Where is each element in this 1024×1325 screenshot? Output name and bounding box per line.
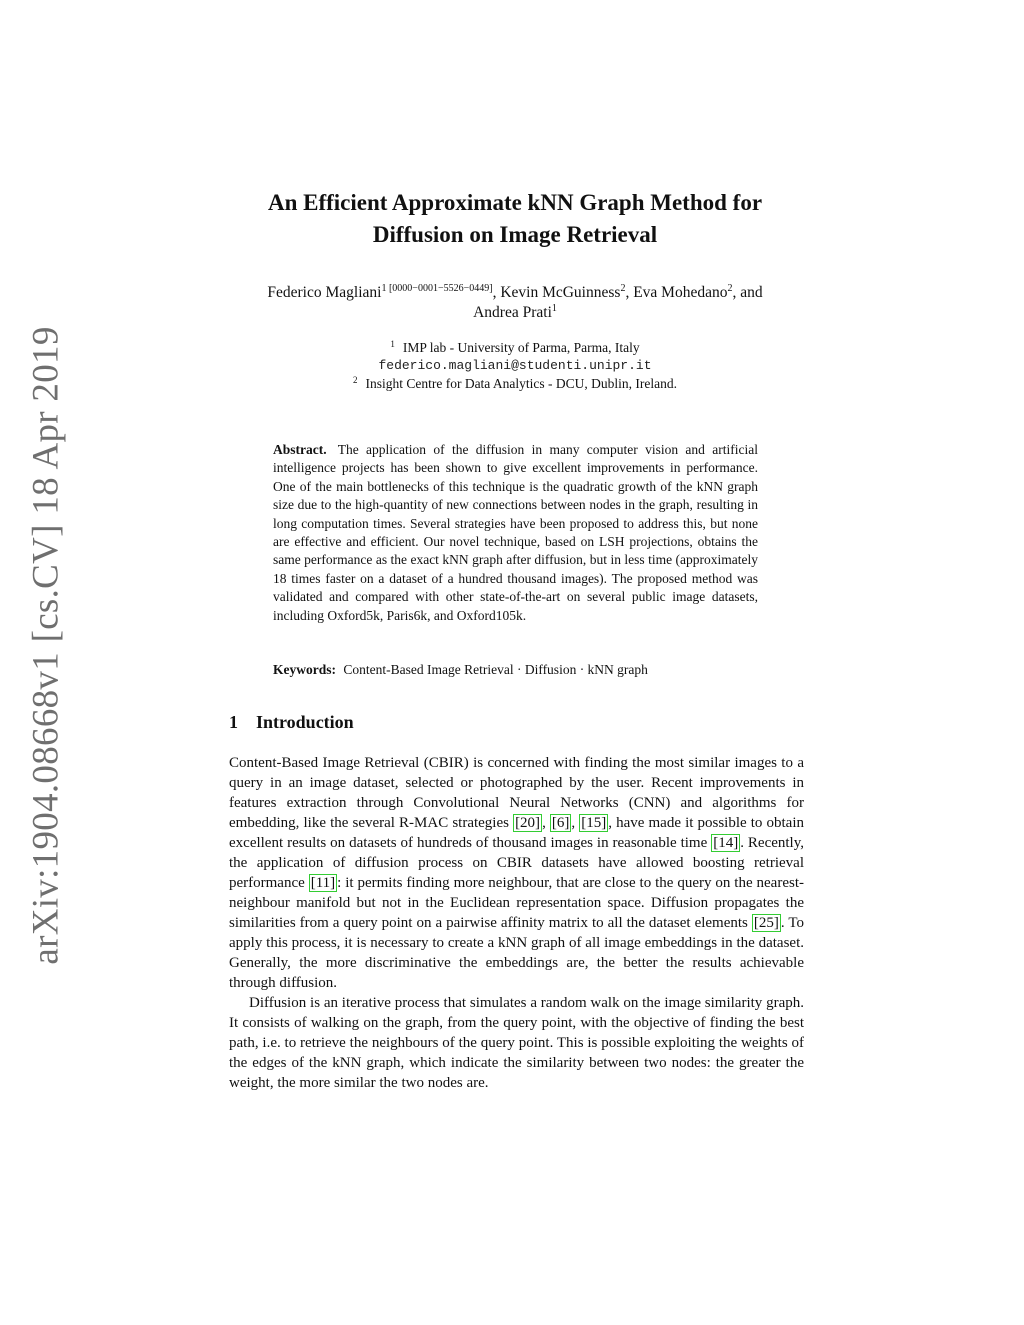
author-2-sup: 2: [620, 283, 626, 294]
keywords: [273, 661, 758, 679]
citation-20[interactable]: [20]: [515, 815, 541, 831]
citation-6[interactable]: [6]: [551, 815, 570, 831]
section-number: 1: [229, 712, 238, 732]
author-3-sup: 2: [727, 283, 733, 294]
author-line-1: [200, 283, 830, 303]
introduction-body: [229, 753, 804, 1093]
affiliation-2-text: Insight Centre for Data Analytics - DCU, Dublin, Ireland.: [365, 376, 678, 391]
intro-p1-text-3: ,: [571, 815, 580, 831]
keywords-label: Keywords:: [273, 662, 336, 677]
abstract-label: Abstract.: [273, 442, 327, 457]
author-line-2: [200, 303, 830, 323]
intro-p1-text-2: ,: [542, 815, 550, 831]
affiliation-1: [200, 339, 830, 357]
author-3-name: , Eva Mohedano: [625, 284, 728, 301]
author-1-orcid: 1 [0000−0001−5526−0449]: [381, 283, 493, 294]
paper-title: [180, 187, 850, 251]
intro-paragraph-1: [229, 753, 804, 993]
intro-p1-text-1: Content-Based Image Retrieval (CBIR) is concerned with finding the most similar images to a query in an image dataset, selected or photographed by the user. Recent improvements in features extraction through Convolutional Neural Networks (CNN) and algorithms for embedding, like the several R-MAC strategies: [229, 755, 804, 831]
section-heading-introduction: [229, 712, 354, 733]
citation-11[interactable]: [11]: [310, 875, 336, 891]
intro-p1-text-6: : it permits finding more neighbour, that are close to the query on the nearest-neighbour manifold but not in the Euclidean representation space. Diffusion propagates the similarities from a query point on a pairwise affinity matrix to all the dataset elements: [229, 875, 804, 931]
intro-p1-text-7: . To apply this process, it is necessary to create a kNN graph of all image embeddings in the dataset. Generally, the more discriminative the embeddings are, the better the results achievable through diffusion.: [229, 915, 804, 991]
section-title: Introduction: [256, 712, 354, 732]
affiliation-1-text: IMP lab - University of Parma, Parma, Italy: [402, 340, 640, 355]
author-and: , and: [732, 284, 763, 301]
arxiv-stamp-text: arXiv:1904.08668v1 [cs.CV] 18 Apr 2019: [25, 325, 67, 965]
author-4-sup: 1: [551, 303, 557, 314]
affiliation-1-sup: 1: [390, 339, 395, 349]
arxiv-stamp: [25, 325, 67, 965]
title-line-1: An Efficient Approximate kNN Graph Method for: [267, 190, 763, 215]
citation-15[interactable]: [15]: [581, 815, 607, 831]
affiliation-2-sup: 2: [352, 375, 358, 385]
abstract: [273, 441, 758, 625]
affiliation-2: [200, 375, 830, 393]
author-4-name: Andrea Prati: [473, 304, 552, 321]
intro-p1-text-4: , have made it possible to obtain excellent results on datasets of hundreds of thousand images in reasonable time: [229, 815, 805, 851]
abstract-text: The application of the diffusion in many computer vision and artificial intelligence projects has been shown to give excellent improvements in performance. One of the main bottlenecks of this technique is the quadratic growth of the kNN graph size due to the high-quantity of new connections between nodes in the graph, resulting in long computation times. Several strategies have been proposed to address this, but none are effective and efficient. Our novel technique, based on LSH projections, obtains the same performance as the exact kNN graph after diffusion, but in less time (approximately 18 times faster on a dataset of a hundred thousand images). The proposed method was validated and compared with other state-of-the-art on several public image datasets, including Oxford5k, Paris6k, and Oxford105k.: [273, 442, 758, 623]
keywords-text: Content-Based Image Retrieval · Diffusion · kNN graph: [343, 662, 648, 677]
author-list: [200, 283, 830, 323]
title-line-2: Diffusion on Image Retrieval: [372, 222, 658, 247]
author-2-name: , Kevin McGuinness: [492, 284, 621, 301]
intro-p1-text-5: . Recently, the application of diffusion process on CBIR datasets have allowed boosting retrieval performance: [229, 835, 805, 891]
citation-25[interactable]: [25]: [753, 915, 779, 931]
author-email[interactable]: federico.magliani@studenti.unipr.it: [378, 358, 652, 373]
affiliations: [200, 339, 830, 393]
author-1-name: Federico Magliani: [267, 284, 382, 301]
citation-14[interactable]: [14]: [713, 835, 739, 851]
intro-paragraph-2: Diffusion is an iterative process that simulates a random walk on the image similarity graph. It consists of walking on the graph, from the query point, with the objective of finding the best path, i.e. to retrieve the neighbours of the query point. This is possible exploiting the weights of the edges of the kNN graph, which indicate the similarity between two nodes: the greater the weight, the more similar the two nodes are.: [229, 995, 804, 1091]
